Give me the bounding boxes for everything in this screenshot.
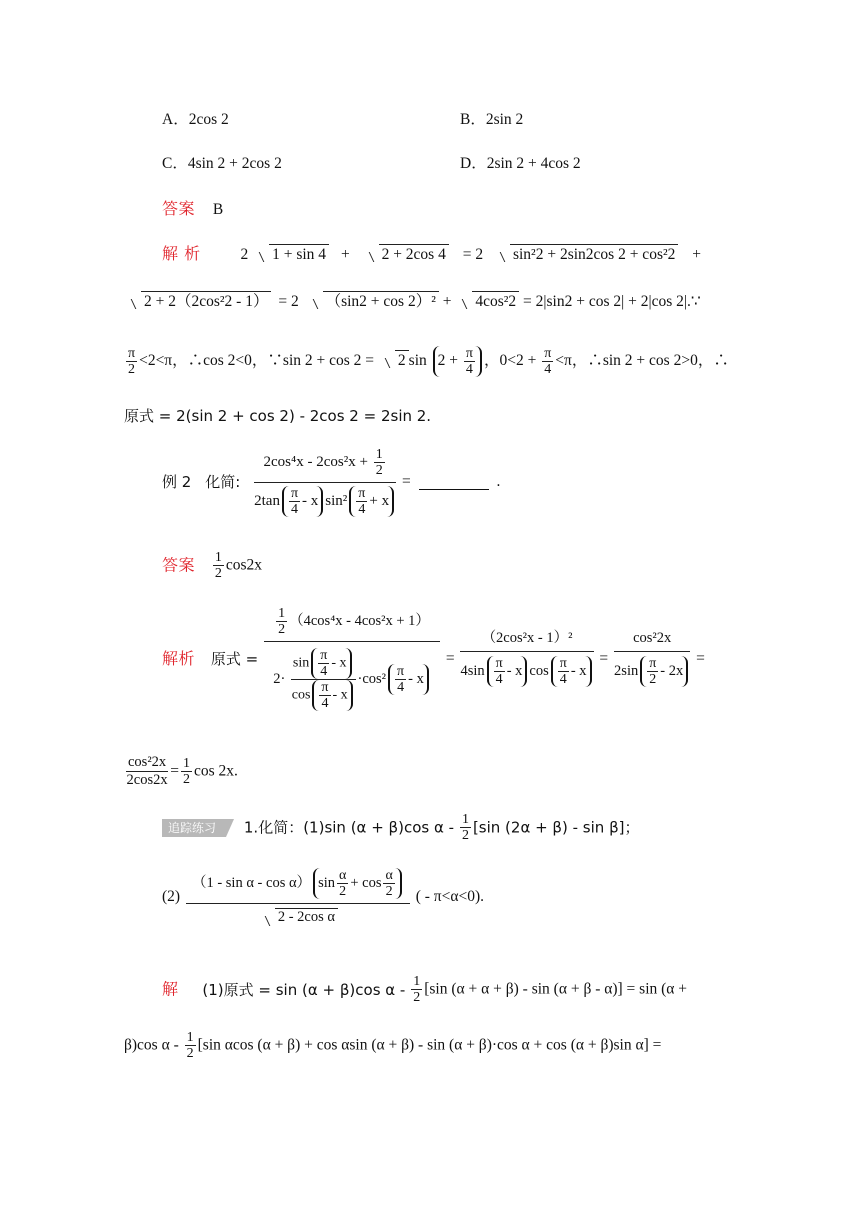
half-fraction: $\frac{1}{2}$ (375, 447, 383, 478)
fraction-pi-over-4-b: $\frac{\pi}{4}$ (544, 346, 552, 377)
analysis-label: 解 析 (162, 244, 201, 263)
frac-pi-4-b: $\frac{\pi}{4}$ (358, 486, 366, 517)
paren-c: $\frac{\pi}{2}$ - 2x (640, 656, 688, 687)
fraction-pi-over-2: $\frac{\pi}{2}$ (128, 346, 136, 377)
example-2-fraction: 2cos⁴x - 2cos²x + $\frac{1}{2}$ 2tan $\frac{\pi}{4}$ - x sin² $\frac{\pi}{4}$ + x (254, 447, 396, 517)
solution-label: 解 (162, 979, 179, 999)
answer-blank[interactable] (419, 475, 489, 490)
answer-fraction: $\frac{1}{2}$ (214, 550, 222, 581)
analysis-2-fraction-2: （2cos²x - 1）² 4sin $\frac{\pi}{4}$ - x cos $\frac{\pi}{4}$ - x (460, 630, 593, 687)
sqrt-1: 1 + sin 4 (255, 244, 329, 265)
paren-cos2: $\frac{\pi}{4}$ - x (388, 664, 429, 695)
analysis-1-line-1: 解 析 2 1 + sin 4 + 2 + 2cos 4 = 2 sin²2 + 2sin2cos 2 + cos²2 + (162, 244, 701, 263)
half-final: $\frac{1}{2}$ (182, 756, 190, 787)
answer-1 (162, 199, 223, 220)
analysis-2-final: $\frac{\text{cos²2x}}{2\cos 2x}$ = $\frac{1}{2}$ cos 2x. (126, 754, 238, 788)
option-c: C．4sin 2 + 2cos 2 (162, 155, 282, 172)
frac-pi-4-e: $\frac{\pi}{4}$ (559, 656, 567, 687)
analysis-2-fraction-1: $\frac{1}{2}$ （4cos⁴x - 4cos²x + 1） 2· sin $\frac{\pi}{4}$ - x cos $\frac{\pi}{4}$ - x ·cos² $\frac{\pi}{4}$ - x (264, 606, 440, 711)
paren-q2: sin $\frac{\alpha}{2}$ + cos $\frac{\alpha}{2}$ (313, 868, 402, 899)
paren-b: $\frac{\pi}{4}$ - x (551, 656, 592, 687)
analysis-1-line-4 (124, 406, 431, 427)
fraction-pi-over-4: $\frac{\pi}{4}$ (465, 346, 473, 377)
half-sol-2: $\frac{1}{2}$ (186, 1030, 194, 1061)
answer-2: 答案 $\frac{1}{2}$ cos2x (162, 550, 263, 581)
paren-tan: $\frac{\pi}{4}$ - x (282, 486, 323, 517)
half-1: $\frac{1}{2}$ (278, 606, 286, 637)
exercise-1: 追踪练习 1.化简：(1)sin (α + β)cos α - $\frac{1}{2}$ [sin (2α + β) - sin β]； (162, 812, 640, 843)
exercise-2: (2) （1 - sin α - cos α） sin $\frac{\alpha}{2}$ + cos $\frac{\alpha}{2}$ 2 - 2cos α ( - π<α<0). (162, 868, 484, 925)
frac-alpha-2-b: $\frac{\alpha}{2}$ (385, 868, 393, 899)
final-fraction: $\frac{\text{cos²2x}}{2\cos 2x}$ (126, 754, 168, 788)
example-prompt: 化简: (205, 473, 241, 491)
paren-a: $\frac{\pi}{4}$ - x (487, 656, 528, 687)
paren-cos: $\frac{\pi}{4}$ - x (312, 680, 352, 711)
solution-line-1: 解 (1)原式 = sin (α + β)cos α - $\frac{1}{2}$ [sin (α + α + β) - sin (α + β - α)] = sin (α + (162, 974, 688, 1005)
sqrt-6: 4cos²2 (458, 291, 519, 312)
option-b: B．2sin 2 (460, 111, 524, 128)
exercise-2-fraction: （1 - sin α - cos α） sin $\frac{\alpha}{2}$ + cos $\frac{\alpha}{2}$ 2 - 2cos α (186, 868, 410, 926)
frac-alpha-2: $\frac{\alpha}{2}$ (338, 868, 347, 899)
sqrt-4: 2 + 2（2cos²2 - 1） (127, 291, 271, 312)
half-q1: $\frac{1}{2}$ (461, 812, 469, 843)
frac-pi-2: $\frac{\pi}{2}$ (649, 656, 657, 687)
answer-label: 答案 (162, 199, 196, 218)
answer-label: 答案 (162, 555, 196, 575)
analysis-1-line-3: $\frac{\pi}{2}$ <2<π，∴cos 2<0，∵sin 2 + cos 2 = 2 sin 2 + $\frac{\pi}{4}$ ，0<2 + $\frac{\pi}{4}$ <π，∴sin 2 + cos 2>0，∴ (128, 346, 729, 377)
paren-sin: $\frac{\pi}{4}$ + x (349, 486, 394, 517)
result-text: 原式 = 2(sin 2 + cos 2) - 2cos 2 = 2sin 2. (124, 407, 432, 425)
sin-over-cos: sin $\frac{\pi}{4}$ - x cos $\frac{\pi}{4}$ - x (291, 648, 356, 711)
answer-value: B (212, 201, 224, 218)
option-d: D．2sin 2 + 4cos 2 (460, 155, 581, 172)
analysis-label: 解析 (162, 648, 196, 668)
frac-pi-4-c: $\frac{\pi}{4}$ (397, 664, 405, 695)
analysis-1-line-2: 2 + 2（2cos²2 - 1） = 2 （sin2 + cos 2）² + 4cos²2 = 2|sin2 + cos 2| + 2|cos 2|.∵ (124, 291, 701, 312)
sqrt-two: 2 (381, 350, 409, 371)
sqrt-q2: 2 - 2cos α (261, 908, 338, 926)
example-2: 例 2 化简: 2cos⁴x - 2cos²x + $\frac{1}{2}$ 2tan $\frac{\pi}{4}$ - x sin² $\frac{\pi}{4}$ + x = . (162, 447, 501, 517)
sqrt-2: 2 + 2cos 4 (365, 244, 449, 265)
frac-pi-4-b: $\frac{\pi}{4}$ (321, 680, 329, 711)
analysis-2-fraction-3: cos²2x 2sin $\frac{\pi}{2}$ - 2x (614, 630, 690, 687)
example-label: 例 2 (162, 473, 192, 491)
exercise-badge: 追踪练习 (162, 819, 226, 837)
frac-pi-4: $\frac{\pi}{4}$ (320, 648, 328, 679)
analysis-2: 解析 原式 = $\frac{1}{2}$ （4cos⁴x - 4cos²x + 1） 2· sin $\frac{\pi}{4}$ - x cos $\frac{\pi}{4}$ - x ·cos² $\frac{\pi}{4}$ - x = （2cos²x - 1）² 4sin $\frac{\pi}{4}$ - x cos $\frac{\pi}{4}$ - x = cos²2x 2sin $\frac{\pi}{2}$ - 2x = (162, 606, 705, 711)
half-sol-1: $\frac{1}{2}$ (413, 974, 421, 1005)
solution-line-2: β)cos α - $\frac{1}{2}$ [sin αcos (α + β) + cos αsin (α + β) - sin (α + β)·cos α + cos (α + β)sin α] = (124, 1030, 662, 1061)
paren-group: 2 + $\frac{\pi}{4}$ (433, 346, 482, 377)
sqrt-5: （sin2 + cos 2）² (309, 291, 439, 312)
sqrt-3: sin²2 + 2sin2cos 2 + cos²2 (496, 244, 678, 265)
frac-pi-4: $\frac{\pi}{4}$ (290, 486, 299, 517)
paren-sin: $\frac{\pi}{4}$ - x (311, 648, 351, 679)
frac-pi-4-d: $\frac{\pi}{4}$ (495, 656, 503, 687)
option-a: A．2cos 2 (162, 111, 229, 128)
